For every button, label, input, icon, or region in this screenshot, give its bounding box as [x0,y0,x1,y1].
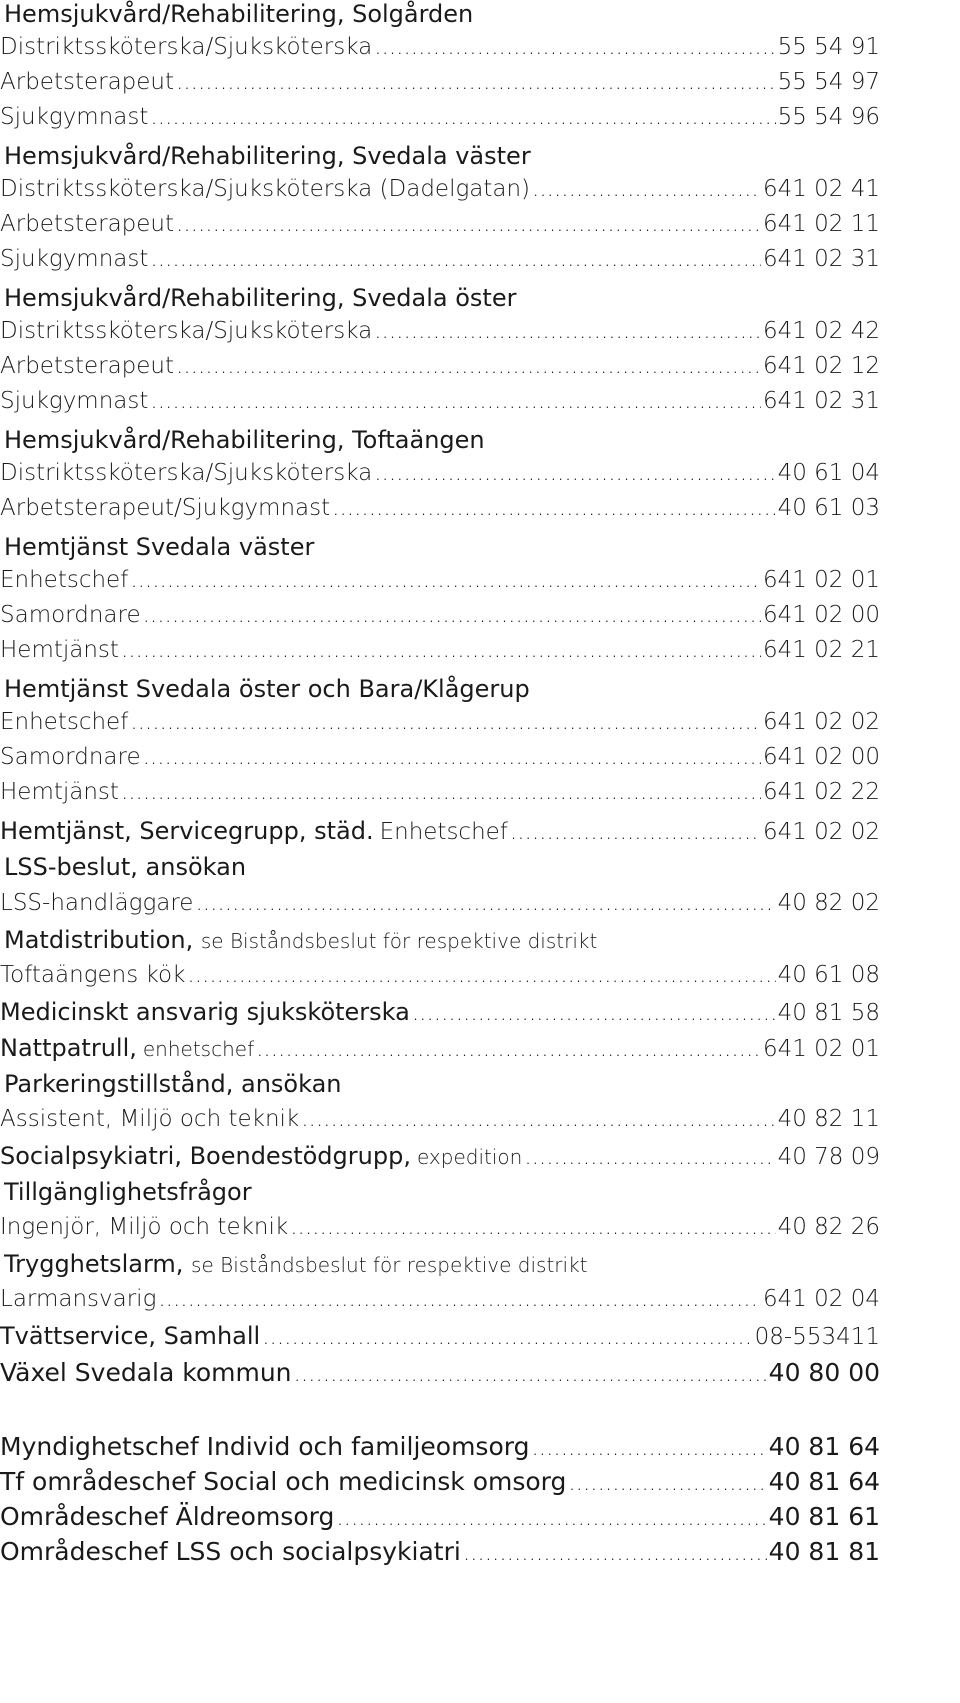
heading-text: Trygghetslarm, [4,1250,184,1278]
leader-dots [336,1505,766,1531]
leader-dots [568,1470,766,1496]
entry-label: Nattpatrull, [0,1034,137,1062]
entry-label: Myndighetschef Individ och familjeomsorg [0,1432,530,1461]
leader-dots [374,318,761,344]
leader-dots [176,211,761,237]
entry-number: 08-553411 [754,1324,880,1350]
entry-number: 40 81 61 [768,1502,880,1531]
entry-label: Larmansvarig [0,1286,157,1312]
entry-label: Distriktssköterska/Sjuksköterska [0,34,373,60]
leader-dots [143,744,761,770]
entry-label: Distriktssköterska/Sjuksköterska [0,460,373,486]
leader-dots [121,779,761,805]
directory-row [0,1537,960,1579]
entry-number: 641 02 31 [762,246,880,272]
entry-label: Distriktssköterska/Sjuksköterska [0,318,373,344]
entry-number: 641 02 02 [762,709,880,735]
entry-number: 641 02 00 [762,602,880,628]
entry-number: 40 61 03 [777,495,880,521]
entry-number: 641 02 21 [762,637,880,663]
leader-dots [294,1361,767,1387]
entry-label: Arbetsterapeut [0,211,175,237]
entry-number: 40 61 04 [777,460,880,486]
entry-number: 40 80 00 [768,1358,880,1387]
entry-number: 40 82 11 [777,1106,880,1132]
entry-number: 641 02 12 [762,353,880,379]
section-heading: Hemtjänst Svedala öster och Bara/Klågerup [4,675,530,703]
entry-sublabel: Enhetschef [379,819,508,845]
entry-sublabel: expedition [416,1145,523,1169]
entry-label: Områdeschef LSS och socialpsykiatri [0,1537,461,1566]
entry-label: Hemtjänst [0,637,119,663]
entry-number: 641 02 31 [762,388,880,414]
entry-number: 641 02 42 [762,318,880,344]
entry-label: Samordnare [0,602,141,628]
leader-dots [262,1324,752,1350]
entry-number: 641 02 01 [762,1036,880,1062]
section-heading: Hemsjukvård/Rehabilitering, Svedala öster [4,284,517,312]
entry-label: Hemtjänst, Servicegrupp, städ. [0,817,374,845]
entry-label: Arbetsterapeut [0,69,175,95]
entry-number: 641 02 41 [762,176,880,202]
entry-number: 40 82 26 [777,1214,880,1240]
leader-dots [374,34,775,60]
directory-row [0,779,960,821]
section-heading: Hemsjukvård/Rehabilitering, Toftaängen [4,426,485,454]
entry-number: 641 02 02 [762,819,880,845]
entry-label: Enhetschef [0,709,129,735]
entry-number: 40 81 64 [768,1432,880,1461]
leader-dots [510,819,761,845]
directory-row [0,1358,960,1400]
leader-dots [150,388,761,414]
entry-number: 55 54 97 [777,69,880,95]
leader-dots [256,1036,761,1062]
leader-dots [301,1106,775,1132]
directory-row [0,388,960,430]
entry-number: 641 02 01 [762,567,880,593]
leader-dots [176,353,761,379]
leader-dots [158,1286,761,1312]
entry-number: 40 78 09 [777,1144,880,1170]
leader-dots [130,709,761,735]
leader-dots [463,1540,767,1566]
leader-dots [150,246,761,272]
leader-dots [524,1144,775,1170]
leader-dots [187,962,775,988]
leader-dots [332,495,775,521]
entry-label: Distriktssköterska/Sjuksköterska (Dadelgatan) [0,176,531,202]
entry-label: Hemtjänst [0,779,119,805]
heading-note: se Biståndsbeslut för respektive distrikt [200,929,598,953]
section-heading: Tillgänglighetsfrågor [4,1178,252,1206]
entry-number: 40 81 58 [777,1000,880,1026]
leader-dots [150,104,775,130]
entry-label: Enhetschef [0,567,129,593]
entry-number: 641 02 04 [762,1286,880,1312]
leader-dots [374,460,775,486]
entry-label: Arbetsterapeut [0,353,175,379]
entry-label: Socialpsykiatri, Boendestödgrupp, [0,1142,411,1170]
leader-dots [290,1214,775,1240]
entry-label: Växel Svedala kommun [0,1358,292,1387]
directory-row [0,246,960,288]
directory-row [0,104,960,146]
leader-dots [176,69,776,95]
section-heading [4,926,597,962]
entry-label: Medicinskt ansvarig sjuksköterska [0,998,410,1026]
entry-label: Sjukgymnast [0,388,149,414]
heading-text: Matdistribution, [4,926,194,954]
entry-number: 641 02 11 [762,211,880,237]
leader-dots [143,602,761,628]
entry-label: Ingenjör, Miljö och teknik [0,1214,289,1240]
entry-number: 641 02 22 [762,779,880,805]
entry-label: Arbetsterapeut/Sjukgymnast [0,495,331,521]
section-heading: Hemtjänst Svedala väster [4,533,315,561]
entry-number: 40 81 64 [768,1467,880,1496]
entry-number: 40 82 02 [777,890,880,916]
leader-dots [130,567,761,593]
directory-row [0,495,960,537]
entry-label: Sjukgymnast [0,104,149,130]
entry-label: Områdeschef Äldreomsorg [0,1502,335,1531]
directory-row [0,637,960,679]
entry-number: 55 54 91 [777,34,880,60]
leader-dots [532,176,761,202]
leader-dots [531,1435,766,1461]
section-heading: Parkeringstillstånd, ansökan [4,1070,342,1098]
entry-number: 40 81 81 [768,1537,880,1566]
entry-sublabel: enhetschef [142,1037,255,1061]
leader-dots [121,637,761,663]
heading-note: se Biståndsbeslut för respektive distrikt [191,1253,588,1277]
entry-label: Tvättservice, Samhall [0,1322,261,1350]
entry-number: 40 61 08 [777,962,880,988]
entry-label: Samordnare [0,744,141,770]
entry-label: Toftaängens kök [0,962,186,988]
entry-label: LSS-handläggare [0,890,194,916]
entry-label: Sjukgymnast [0,246,149,272]
entry-label: Tf områdeschef Social och medicinsk omsorg [0,1467,567,1496]
entry-number: 55 54 96 [777,104,880,130]
section-heading: Hemsjukvård/Rehabilitering, Solgården [4,0,474,28]
section-heading [4,1250,588,1286]
entry-label: Assistent, Miljö och teknik [0,1106,300,1132]
entry-number: 641 02 00 [762,744,880,770]
section-heading: LSS-beslut, ansökan [4,853,247,881]
section-heading: Hemsjukvård/Rehabilitering, Svedala väster [4,142,531,170]
leader-dots [195,890,775,916]
leader-dots [412,1000,776,1026]
